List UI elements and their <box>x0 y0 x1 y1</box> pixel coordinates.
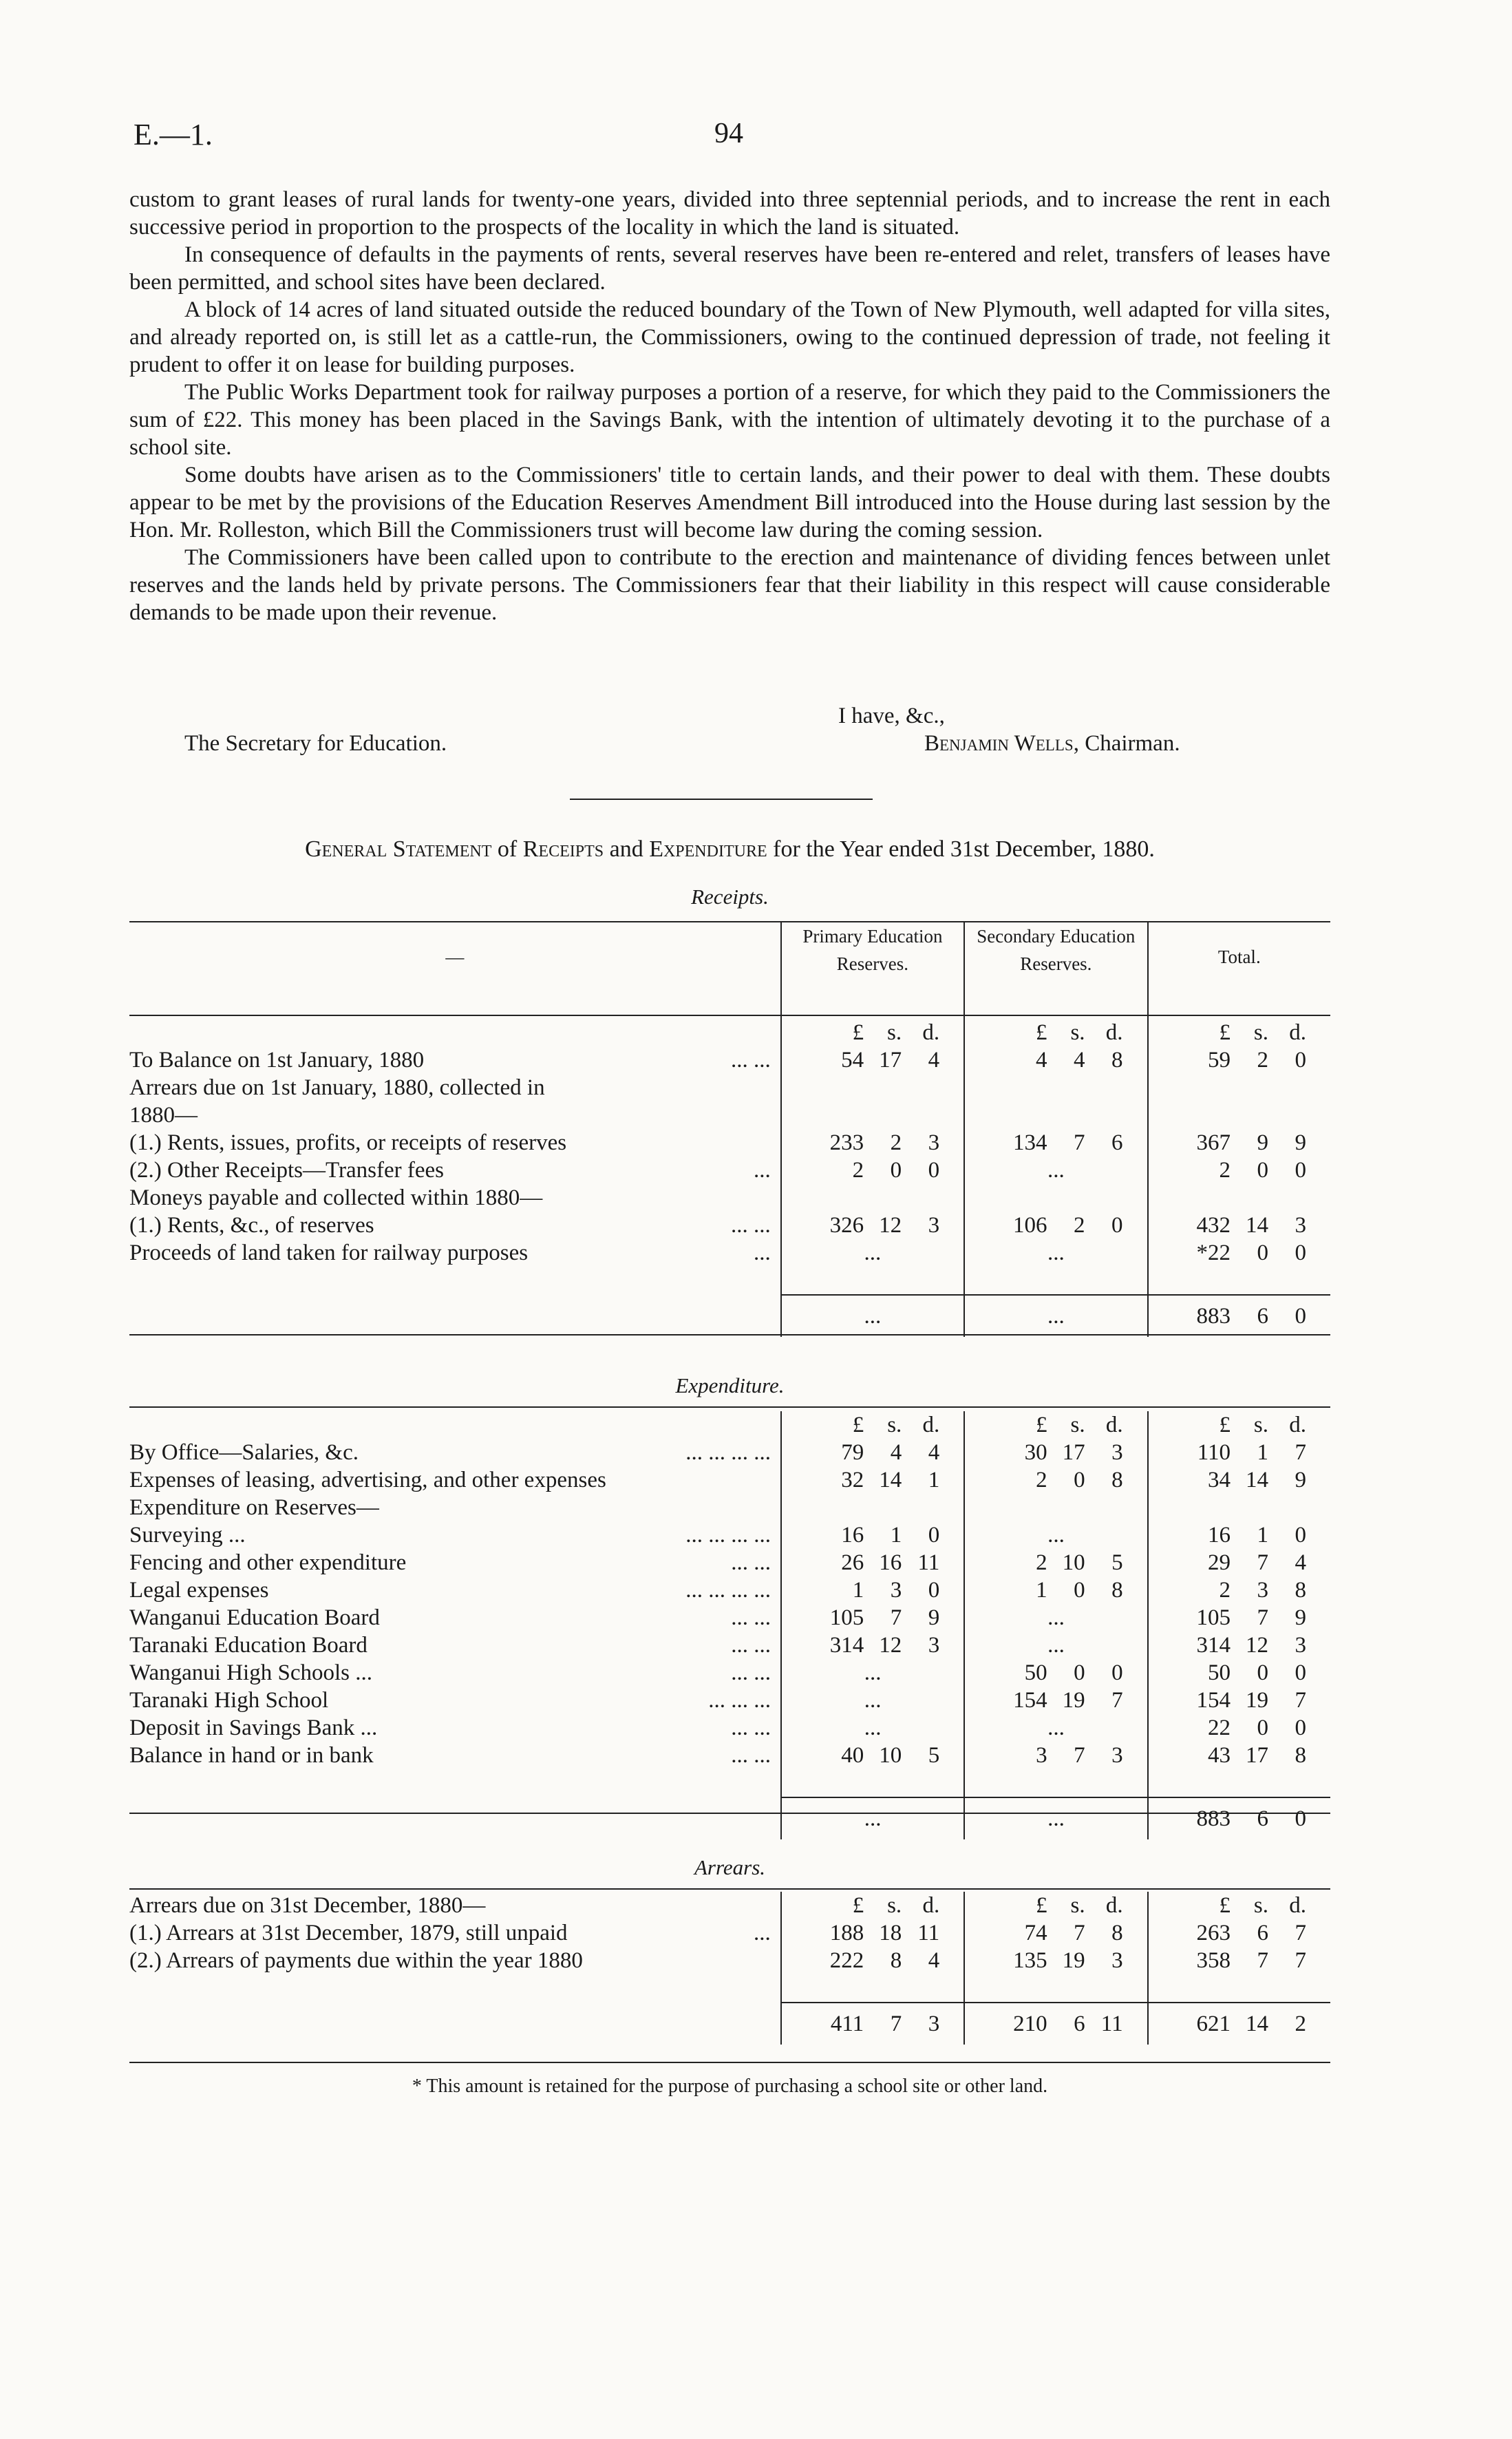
signatory-name: Benjamin Wells, <box>924 731 1079 756</box>
primary-amount <box>781 1521 964 1549</box>
secondary-amount: ... <box>964 1632 1147 1659</box>
total-amount <box>1148 1101 1330 1129</box>
letter-paragraph: The Public Works Department took for railway purposes a portion of a reserve, for which they paid to the Commissioners the sum of £22. This money has been placed in the Savings Bank, with the intention of ultimately devoting it to the purchase of a school site. <box>129 380 1330 460</box>
amount: 59 2 0 <box>1208 1048 1306 1073</box>
total-row <box>129 1295 1330 1337</box>
row-label-text: Taranaki High School <box>129 1688 329 1713</box>
amount: 32 14 1 <box>841 1468 940 1492</box>
letter-signoff <box>129 702 1330 764</box>
signatory-title: Chairman. <box>1085 731 1180 756</box>
table-row <box>129 1212 1330 1239</box>
row-label-text: Arrears due on 1st January, 1880, collected in <box>129 1075 545 1100</box>
leader-dots: ... ... ... ... <box>681 1439 771 1466</box>
spacer-row <box>129 1267 1330 1295</box>
table-row <box>129 1632 1330 1659</box>
total-amount <box>1148 1239 1330 1267</box>
total-amount <box>1148 1947 1330 1974</box>
amount: £ s. d. <box>1036 1020 1123 1045</box>
amount: 16 1 0 <box>841 1523 940 1548</box>
units-cell <box>964 1892 1147 1919</box>
row-label-text: (2.) Other Receipts—Transfer fees <box>129 1158 444 1183</box>
leader-dots: ... <box>749 1157 771 1184</box>
primary-amount <box>781 1184 964 1212</box>
units-cell <box>781 1892 964 1919</box>
row-label-text: Surveying ... <box>129 1523 246 1548</box>
units-row <box>129 1411 1330 1439</box>
table-row <box>129 1687 1330 1714</box>
amount: 263 6 7 <box>1196 1921 1306 1945</box>
amount: 2 0 0 <box>852 1158 940 1183</box>
amount: 314 12 3 <box>829 1633 940 1658</box>
amount: £ s. d. <box>1219 1413 1306 1437</box>
secondary-amount <box>964 1919 1147 1947</box>
amount: 2 3 8 <box>1219 1578 1306 1603</box>
leader-dots: ... ... ... ... <box>681 1521 771 1549</box>
row-label <box>129 1466 781 1494</box>
expenditure-heading: Expenditure. <box>675 1373 785 1397</box>
amount: £ s. d. <box>1036 1413 1123 1437</box>
total-amount <box>1148 1549 1330 1576</box>
row-label <box>129 1919 781 1947</box>
table-row <box>129 1184 1330 1212</box>
row-label-text: (1.) Rents, &c., of reserves <box>129 1213 374 1238</box>
row-label <box>129 1549 781 1576</box>
amount: 154 19 7 <box>1013 1688 1123 1713</box>
primary-amount: ... <box>781 1687 964 1714</box>
primary-amount <box>781 1074 964 1101</box>
primary-amount <box>781 1212 964 1239</box>
total-amount <box>1148 1466 1330 1494</box>
total-amount <box>1148 1129 1330 1157</box>
table-row <box>129 1604 1330 1632</box>
primary-amount <box>781 1742 964 1769</box>
row-label-text: Expenses of leasing, advertising, and other expenses <box>129 1468 606 1492</box>
table-row <box>129 1947 1330 1974</box>
letter-body <box>129 186 1330 626</box>
row-label <box>129 1632 781 1659</box>
total-cell <box>781 2003 964 2045</box>
total-amount <box>1148 1074 1330 1101</box>
primary-amount <box>781 1947 964 1974</box>
row-label <box>129 1742 781 1769</box>
amount: 154 19 7 <box>1196 1688 1306 1713</box>
amount: 3 7 3 <box>1036 1743 1123 1768</box>
amount: 54 17 4 <box>841 1048 940 1073</box>
amount: 222 8 4 <box>829 1948 940 1973</box>
leader-dots: ... ... <box>727 1659 771 1687</box>
primary-amount <box>781 1439 964 1466</box>
amount: 4 4 8 <box>1036 1048 1123 1073</box>
leader-dots: ... ... <box>727 1632 771 1659</box>
table-row <box>129 1521 1330 1549</box>
secondary-amount <box>964 1439 1147 1466</box>
row-label-text: Wanganui Education Board <box>129 1605 380 1630</box>
primary-amount <box>781 1632 964 1659</box>
row-label-text: (1.) Arrears at 31st December, 1879, still unpaid <box>129 1921 568 1945</box>
row-label <box>129 1074 781 1101</box>
secondary-amount <box>964 1576 1147 1604</box>
row-label-text: (2.) Arrears of payments due within the year 1880 <box>129 1948 583 1973</box>
total-row <box>129 2003 1330 2045</box>
units-row <box>129 1892 1330 1919</box>
total-cell: ... <box>964 1797 1147 1839</box>
row-label-text: Expenditure on Reserves— <box>129 1495 379 1520</box>
table-row <box>129 1439 1330 1466</box>
row-label-text: Fencing and other expenditure <box>129 1550 407 1575</box>
amount: 314 12 3 <box>1196 1633 1306 1658</box>
total-cell <box>1148 2003 1330 2045</box>
row-label-text: Taranaki Education Board <box>129 1633 368 1658</box>
table-row <box>129 1742 1330 1769</box>
addressee: The Secretary for Education. <box>184 731 447 756</box>
amount: 26 16 11 <box>841 1550 940 1575</box>
primary-amount: ... <box>781 1714 964 1742</box>
secondary-amount <box>964 1687 1147 1714</box>
total-amount <box>1148 1046 1330 1074</box>
secondary-amount: ... <box>964 1714 1147 1742</box>
units-cell <box>781 1411 964 1439</box>
arrears-heading: Arrears. <box>694 1855 766 1879</box>
row-label <box>129 1212 781 1239</box>
amount: 50 0 0 <box>1024 1660 1123 1685</box>
units-cell <box>1148 1411 1330 1439</box>
total-amount <box>1148 1742 1330 1769</box>
spacer-row <box>129 1974 1330 2003</box>
units-row <box>129 1019 1330 1046</box>
row-label <box>129 1494 781 1521</box>
row-label <box>129 1521 781 1549</box>
units-cell <box>1148 1019 1330 1046</box>
row-label-text: Wanganui High Schools ... <box>129 1660 372 1685</box>
units-cell <box>964 1411 1147 1439</box>
letter-paragraph: In consequence of defaults in the payments of rents, several reserves have been re-entered and relet, transfers of leases have been permitted, and school sites have been declared. <box>129 242 1330 295</box>
amount: 2 10 5 <box>1036 1550 1123 1575</box>
total-cell: ... <box>781 1797 964 1839</box>
amount: 432 14 3 <box>1196 1213 1306 1238</box>
letter-paragraph: A block of 14 acres of land situated outside the reduced boundary of the Town of New Plymouth, well adapted for villa sites, and already reported on, is still let as a cattle-run, the Commissioners, owing to the continued depression of trade, not feeling it prudent to offer it on lease for building purposes. <box>129 297 1330 377</box>
amount: £ s. d. <box>852 1020 940 1045</box>
total-amount <box>1148 1184 1330 1212</box>
amount: 2 0 8 <box>1036 1468 1123 1492</box>
amount: 16 1 0 <box>1208 1523 1306 1548</box>
amount: 22 0 0 <box>1208 1715 1306 1740</box>
row-label <box>129 1101 781 1129</box>
table-row <box>129 1129 1330 1157</box>
statement-title: General Statement of Receipts and Expenditure for the Year ended 31st December, 1880. <box>305 836 1155 862</box>
amount: 134 7 6 <box>1013 1130 1123 1155</box>
total-amount <box>1148 1604 1330 1632</box>
amount: 188 18 11 <box>829 1921 940 1945</box>
amount: 233 2 3 <box>829 1130 940 1155</box>
total-amount <box>1148 1439 1330 1466</box>
total-cell: ... <box>964 1295 1147 1337</box>
spacer-row <box>129 1769 1330 1797</box>
secondary-amount <box>964 1101 1147 1129</box>
units-cell <box>1148 1892 1330 1919</box>
units-label-cell <box>129 1411 781 1439</box>
total-amount <box>1148 1919 1330 1947</box>
amount: 34 14 9 <box>1208 1468 1306 1492</box>
primary-amount: ... <box>781 1659 964 1687</box>
amount: 106 2 0 <box>1013 1213 1123 1238</box>
secondary-amount: ... <box>964 1604 1147 1632</box>
table-row <box>129 1239 1330 1267</box>
amount: 621 14 2 <box>1196 2012 1306 2036</box>
primary-amount <box>781 1919 964 1947</box>
secondary-amount <box>964 1659 1147 1687</box>
units-cell <box>781 1019 964 1046</box>
leader-dots: ... ... <box>727 1714 771 1742</box>
amount: 105 7 9 <box>1196 1605 1306 1630</box>
table-row <box>129 1046 1330 1074</box>
document-reference: E.—1. <box>134 118 213 151</box>
total-cell <box>1148 1295 1330 1337</box>
letter-paragraph: custom to grant leases of rural lands for twenty-one years, divided into three septennial periods, and to increase the rent in each successive period in proportion to the prospects of the locality in which the land is situated. <box>129 187 1330 240</box>
row-label-text: Balance in hand or in bank <box>129 1743 374 1768</box>
col-header-blank: — <box>445 947 465 967</box>
units-cell <box>964 1019 1147 1046</box>
total-amount <box>1148 1659 1330 1687</box>
amount: £ s. d. <box>1219 1020 1306 1045</box>
secondary-amount <box>964 1046 1147 1074</box>
amount: 358 7 7 <box>1196 1948 1306 1973</box>
secondary-amount <box>964 1129 1147 1157</box>
col-header-primary: Primary Education Reserves. <box>781 922 964 991</box>
secondary-amount: ... <box>964 1521 1147 1549</box>
row-label-text: (1.) Rents, issues, profits, or receipts of reserves <box>129 1130 567 1155</box>
amount: 29 7 4 <box>1208 1550 1306 1575</box>
secondary-amount: ... <box>964 1239 1147 1267</box>
row-label <box>129 1687 781 1714</box>
amount: £ s. d. <box>852 1413 940 1437</box>
table-row <box>129 1714 1330 1742</box>
units-label-cell: Arrears due on 31st December, 1880— <box>129 1893 486 1918</box>
primary-amount: ... <box>781 1239 964 1267</box>
row-label <box>129 1604 781 1632</box>
total-amount <box>1148 1687 1330 1714</box>
amount: 135 19 3 <box>1013 1948 1123 1973</box>
amount: 40 10 5 <box>841 1743 940 1768</box>
primary-amount <box>781 1129 964 1157</box>
table-row <box>129 1659 1330 1687</box>
leader-dots: ... ... <box>727 1742 771 1769</box>
amount: £ s. d. <box>852 1893 940 1918</box>
section-divider <box>570 799 873 800</box>
row-label <box>129 1184 781 1212</box>
primary-amount <box>781 1494 964 1521</box>
table-row <box>129 1101 1330 1129</box>
total-amount <box>1148 1212 1330 1239</box>
row-label-text: Moneys payable and collected within 1880— <box>129 1185 543 1210</box>
amount: £ s. d. <box>1219 1893 1306 1918</box>
page-number: 94 <box>714 118 743 149</box>
total-amount <box>1148 1632 1330 1659</box>
amount: 105 7 9 <box>829 1605 940 1630</box>
amount: 1 0 8 <box>1036 1578 1123 1603</box>
leader-dots: ... ... <box>727 1604 771 1632</box>
secondary-amount <box>964 1466 1147 1494</box>
row-label-text: To Balance on 1st January, 1880 <box>129 1048 425 1073</box>
amount: 2 0 0 <box>1219 1158 1306 1183</box>
row-label-text: By Office—Salaries, &c. <box>129 1440 359 1465</box>
col-header-secondary: Secondary Education Reserves. <box>964 922 1147 991</box>
leader-dots: ... ... <box>727 1046 771 1074</box>
letter-paragraph: Some doubts have arisen as to the Commissioners' title to certain lands, and their power to deal with them. These doubts appear to be met by the provisions of the Education Reserves Amendment Bill introduced into the House during last session by the Hon. Mr. Rolleston, which Bill the Commissioners trust will become law during the coming session. <box>129 463 1330 542</box>
total-amount <box>1148 1714 1330 1742</box>
amount: *22 0 0 <box>1196 1240 1306 1265</box>
signature <box>924 730 1180 757</box>
total-cell <box>1148 1797 1330 1839</box>
amount: 883 6 0 <box>1196 1304 1306 1329</box>
leader-dots: ... <box>749 1239 771 1267</box>
row-label <box>129 1659 781 1687</box>
total-cell: ... <box>781 1295 964 1337</box>
primary-amount <box>781 1101 964 1129</box>
units-label-cell <box>129 1019 781 1046</box>
letter-paragraph: The Commissioners have been called upon to contribute to the erection and maintenance of dividing fences between unlet reserves and the lands held by private persons. The Commissioners fear that their liability in this respect will cause considerable demands to be made upon their revenue. <box>129 545 1330 625</box>
secondary-amount <box>964 1947 1147 1974</box>
amount: 326 12 3 <box>829 1213 940 1238</box>
arrears-table <box>129 1892 1330 2045</box>
amount: 411 7 3 <box>830 2012 940 2036</box>
amount: 50 0 0 <box>1208 1660 1306 1685</box>
total-amount <box>1148 1494 1330 1521</box>
column-header-row <box>129 922 1330 991</box>
row-label <box>129 1046 781 1074</box>
table-row <box>129 1074 1330 1101</box>
amount: 210 6 11 <box>1013 2012 1123 2036</box>
amount: 883 6 0 <box>1196 1806 1306 1831</box>
total-amount <box>1148 1576 1330 1604</box>
table-row <box>129 1919 1330 1947</box>
row-label <box>129 1947 781 1974</box>
closing-phrase: I have, &c., <box>838 704 945 728</box>
table-row <box>129 1494 1330 1521</box>
secondary-amount <box>964 1494 1147 1521</box>
amount: £ s. d. <box>1036 1893 1123 1918</box>
table-row <box>129 1549 1330 1576</box>
row-label-text: 1880— <box>129 1103 198 1128</box>
footnote: * This amount is retained for the purpose of purchasing a school site or other land. <box>412 2076 1048 2097</box>
amount: 110 1 7 <box>1197 1440 1306 1465</box>
secondary-amount <box>964 1742 1147 1769</box>
secondary-amount <box>964 1212 1147 1239</box>
amount: 1 3 0 <box>852 1578 940 1603</box>
primary-amount <box>781 1604 964 1632</box>
row-label <box>129 1439 781 1466</box>
table-row <box>129 1466 1330 1494</box>
total-amount <box>1148 1521 1330 1549</box>
amount: 74 7 8 <box>1024 1921 1123 1945</box>
row-label <box>129 1157 781 1184</box>
leader-dots: ... ... <box>727 1212 771 1239</box>
row-label <box>129 1129 781 1157</box>
secondary-amount: ... <box>964 1157 1147 1184</box>
primary-amount <box>781 1157 964 1184</box>
page-header <box>129 117 1330 158</box>
leader-dots: ... <box>749 1919 771 1947</box>
primary-amount <box>781 1466 964 1494</box>
primary-amount <box>781 1576 964 1604</box>
table-row <box>129 1576 1330 1604</box>
amount: 79 4 4 <box>841 1440 940 1465</box>
amount: 43 17 8 <box>1208 1743 1306 1768</box>
receipts-table <box>129 922 1330 1337</box>
row-label-text: Proceeds of land taken for railway purposes <box>129 1240 529 1265</box>
amount: 367 9 9 <box>1196 1130 1306 1155</box>
row-label <box>129 1239 781 1267</box>
secondary-amount <box>964 1074 1147 1101</box>
row-label-text: Legal expenses <box>129 1578 269 1603</box>
leader-dots: ... ... ... <box>704 1687 771 1714</box>
col-header-total: Total. <box>1148 922 1330 991</box>
secondary-amount <box>964 1549 1147 1576</box>
primary-amount <box>781 1549 964 1576</box>
row-label-text: Deposit in Savings Bank ... <box>129 1715 378 1740</box>
table-row <box>129 1157 1330 1184</box>
total-row <box>129 1797 1330 1839</box>
total-amount <box>1148 1157 1330 1184</box>
secondary-amount <box>964 1184 1147 1212</box>
leader-dots: ... ... <box>727 1549 771 1576</box>
primary-amount <box>781 1046 964 1074</box>
amount: 30 17 3 <box>1024 1440 1123 1465</box>
row-label <box>129 1714 781 1742</box>
total-cell <box>964 2003 1147 2045</box>
leader-dots: ... ... ... ... <box>681 1576 771 1604</box>
expenditure-table <box>129 1411 1330 1839</box>
receipts-heading: Receipts. <box>691 885 769 909</box>
row-label <box>129 1576 781 1604</box>
